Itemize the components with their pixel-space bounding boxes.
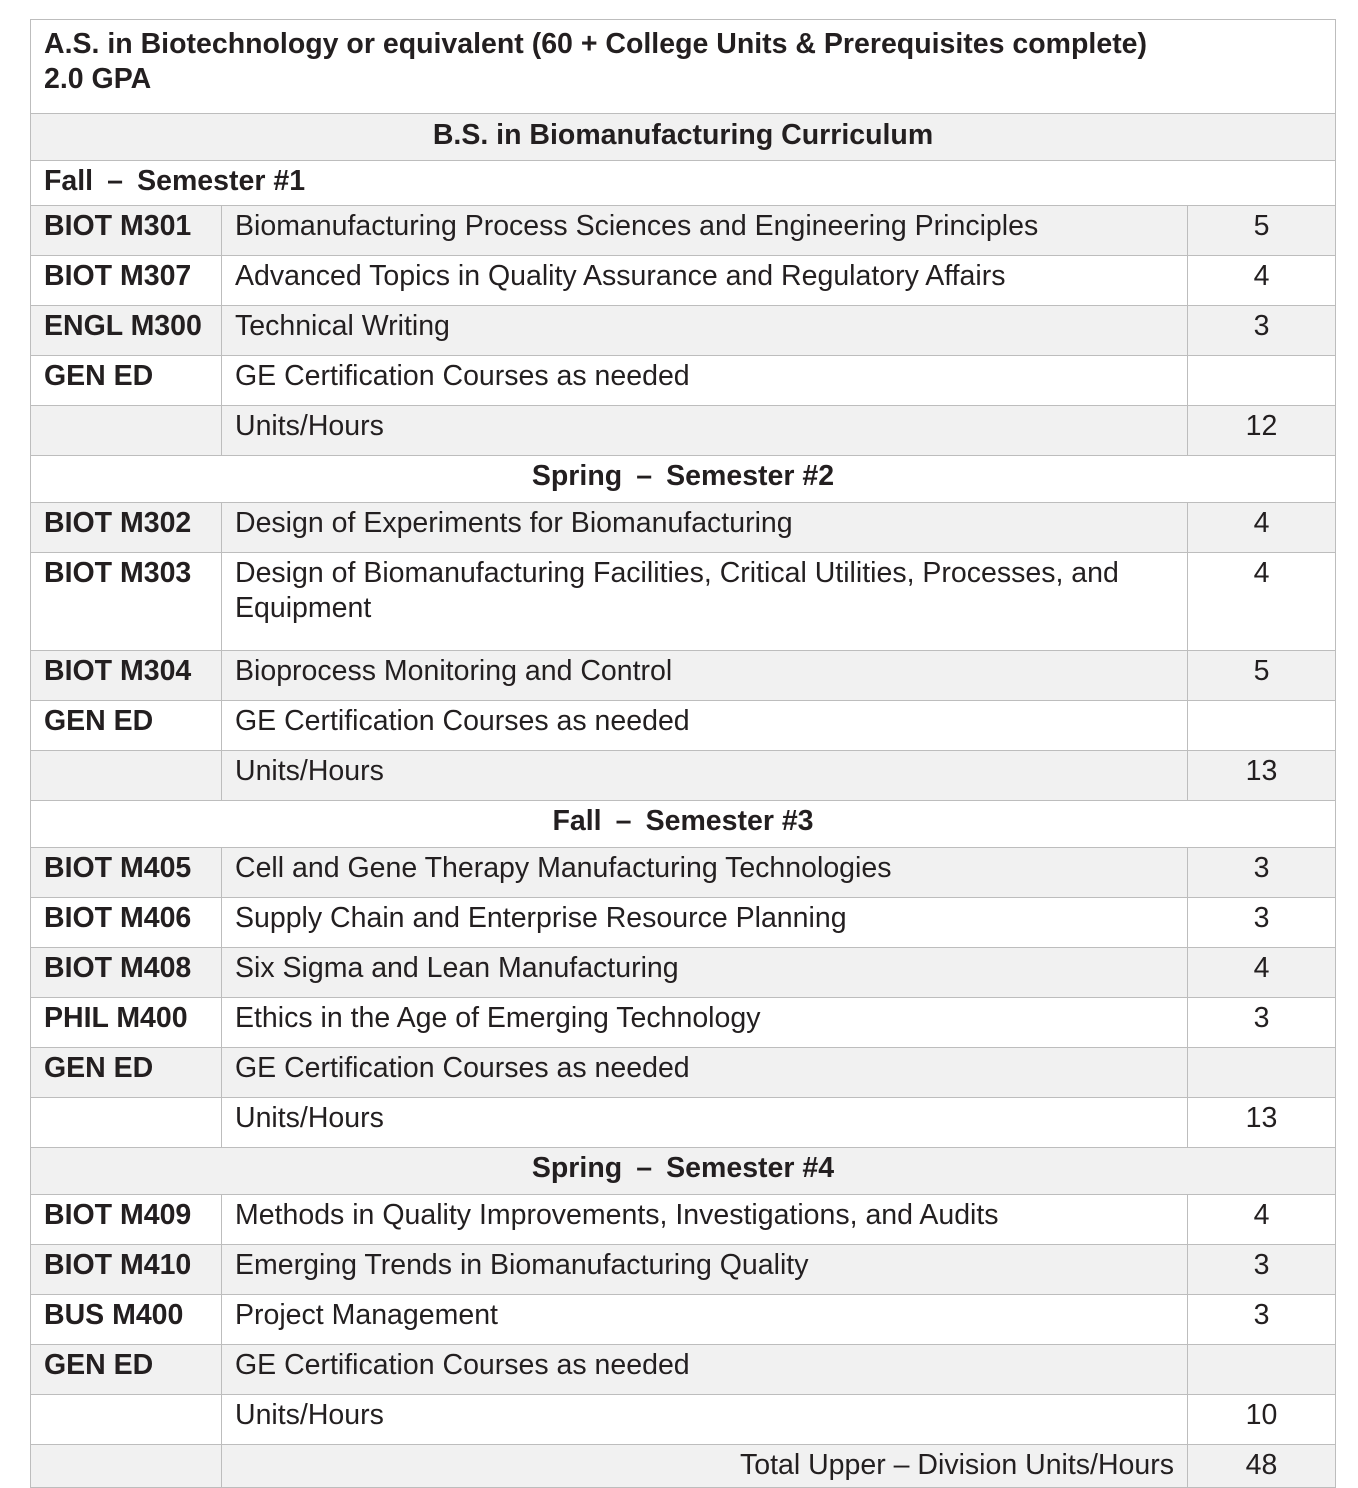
semester-season: Spring — [531, 1152, 623, 1184]
course-row — [31, 948, 1336, 998]
course-units — [1187, 701, 1335, 751]
semester-name: Semester #1 — [137, 165, 306, 197]
course-units: 4 — [1187, 948, 1335, 998]
gpa-requirement: 2.0 GPA — [44, 63, 152, 95]
semester-header-row — [31, 801, 1336, 848]
semester-header-row — [31, 161, 1336, 206]
semester-dash: – — [636, 1152, 653, 1184]
course-units: 3 — [1187, 898, 1335, 948]
subtotal-units: 13 — [1187, 1098, 1335, 1148]
subtotal-row — [31, 1395, 1336, 1445]
course-row — [31, 503, 1336, 553]
course-code: BIOT M304 — [31, 651, 222, 701]
semester-name: Semester #4 — [666, 1152, 835, 1184]
subtotal-units: 12 — [1187, 406, 1335, 456]
semester-heading — [31, 456, 1336, 503]
course-row — [31, 898, 1336, 948]
subtotal-empty-cell — [31, 406, 222, 456]
course-code: BIOT M410 — [31, 1245, 222, 1295]
course-row — [31, 553, 1336, 651]
course-title: GE Certification Courses as needed — [222, 1048, 1188, 1098]
course-title: Ethics in the Age of Emerging Technology — [222, 998, 1188, 1048]
course-row — [31, 1295, 1336, 1345]
course-title: Supply Chain and Enterprise Resource Planning — [222, 898, 1188, 948]
course-code: GEN ED — [31, 701, 222, 751]
course-title: GE Certification Courses as needed — [222, 356, 1188, 406]
semester-name: Semester #3 — [645, 805, 814, 837]
course-title: Advanced Topics in Quality Assurance and Regulatory Affairs — [222, 256, 1188, 306]
course-title: GE Certification Courses as needed — [222, 701, 1188, 751]
semester-dash: – — [615, 805, 632, 837]
course-units: 3 — [1187, 848, 1335, 898]
course-row — [31, 306, 1336, 356]
course-code: GEN ED — [31, 356, 222, 406]
course-title: Emerging Trends in Biomanufacturing Quality — [222, 1245, 1188, 1295]
course-code: BIOT M408 — [31, 948, 222, 998]
course-title: Design of Experiments for Biomanufacturing — [222, 503, 1188, 553]
prerequisite-row — [31, 20, 1336, 114]
subtotal-label: Units/Hours — [222, 1098, 1188, 1148]
semester-list — [31, 161, 1336, 1445]
course-title: GE Certification Courses as needed — [222, 1345, 1188, 1395]
course-code: BIOT M406 — [31, 898, 222, 948]
semester-heading — [31, 801, 1336, 848]
course-row — [31, 206, 1336, 256]
subtotal-empty-cell — [31, 751, 222, 801]
total-empty-cell — [31, 1445, 222, 1488]
course-code: GEN ED — [31, 1345, 222, 1395]
subtotal-row — [31, 751, 1336, 801]
course-row — [31, 701, 1336, 751]
prerequisite-line: A.S. in Biotechnology or equivalent (60 + College Units & Prerequisites complete) — [44, 28, 1148, 60]
course-row — [31, 1245, 1336, 1295]
course-row — [31, 998, 1336, 1048]
course-code: BIOT M405 — [31, 848, 222, 898]
course-units — [1187, 1048, 1335, 1098]
course-units: 5 — [1187, 651, 1335, 701]
subtotal-label: Units/Hours — [222, 1395, 1188, 1445]
subtotal-units: 13 — [1187, 751, 1335, 801]
semester-heading — [31, 161, 1336, 206]
semester-season: Fall — [44, 165, 94, 197]
course-row — [31, 848, 1336, 898]
semester-season: Fall — [552, 805, 602, 837]
semester-name: Semester #2 — [666, 460, 835, 492]
course-title: Cell and Gene Therapy Manufacturing Technologies — [222, 848, 1188, 898]
course-title: Design of Biomanufacturing Facilities, Critical Utilities, Processes, and Equipment — [222, 553, 1188, 651]
semester-heading — [31, 1148, 1336, 1195]
course-title: Project Management — [222, 1295, 1188, 1345]
semester-dash: – — [636, 460, 653, 492]
subtotal-empty-cell — [31, 1395, 222, 1445]
course-code: BIOT M303 — [31, 553, 222, 651]
course-row — [31, 1048, 1336, 1098]
course-units: 3 — [1187, 1245, 1335, 1295]
course-title: Biomanufacturing Process Sciences and Engineering Principles — [222, 206, 1188, 256]
course-units: 4 — [1187, 256, 1335, 306]
subtotal-empty-cell — [31, 1098, 222, 1148]
course-code: BIOT M307 — [31, 256, 222, 306]
course-units — [1187, 1345, 1335, 1395]
course-row — [31, 1345, 1336, 1395]
course-row — [31, 651, 1336, 701]
curriculum-title-row — [31, 114, 1336, 161]
course-code: BIOT M409 — [31, 1195, 222, 1245]
subtotal-label: Units/Hours — [222, 751, 1188, 801]
course-code: BIOT M301 — [31, 206, 222, 256]
course-units: 4 — [1187, 1195, 1335, 1245]
semester-header-row — [31, 456, 1336, 503]
total-units: 48 — [1187, 1445, 1335, 1488]
course-units: 3 — [1187, 1295, 1335, 1345]
course-units: 4 — [1187, 503, 1335, 553]
semester-header-row — [31, 1148, 1336, 1195]
course-row — [31, 256, 1336, 306]
course-title: Methods in Quality Improvements, Investigations, and Audits — [222, 1195, 1188, 1245]
course-code: PHIL M400 — [31, 998, 222, 1048]
course-title: Bioprocess Monitoring and Control — [222, 651, 1188, 701]
total-row — [31, 1445, 1336, 1488]
curriculum-table — [30, 19, 1336, 1488]
subtotal-row — [31, 406, 1336, 456]
semester-season: Spring — [531, 460, 623, 492]
course-units: 5 — [1187, 206, 1335, 256]
subtotal-row — [31, 1098, 1336, 1148]
course-title: Technical Writing — [222, 306, 1188, 356]
prerequisite-cell — [31, 20, 1336, 114]
course-row — [31, 1195, 1336, 1245]
curriculum-title: B.S. in Biomanufacturing Curriculum — [31, 114, 1336, 161]
course-row — [31, 356, 1336, 406]
total-label: Total Upper – Division Units/Hours — [222, 1445, 1188, 1488]
course-units — [1187, 356, 1335, 406]
course-units: 4 — [1187, 553, 1335, 651]
course-code: BUS M400 — [31, 1295, 222, 1345]
course-title: Six Sigma and Lean Manufacturing — [222, 948, 1188, 998]
course-units: 3 — [1187, 998, 1335, 1048]
course-code: GEN ED — [31, 1048, 222, 1098]
subtotal-units: 10 — [1187, 1395, 1335, 1445]
course-code: BIOT M302 — [31, 503, 222, 553]
course-units: 3 — [1187, 306, 1335, 356]
subtotal-label: Units/Hours — [222, 406, 1188, 456]
semester-dash: – — [107, 165, 124, 197]
course-code: ENGL M300 — [31, 306, 222, 356]
